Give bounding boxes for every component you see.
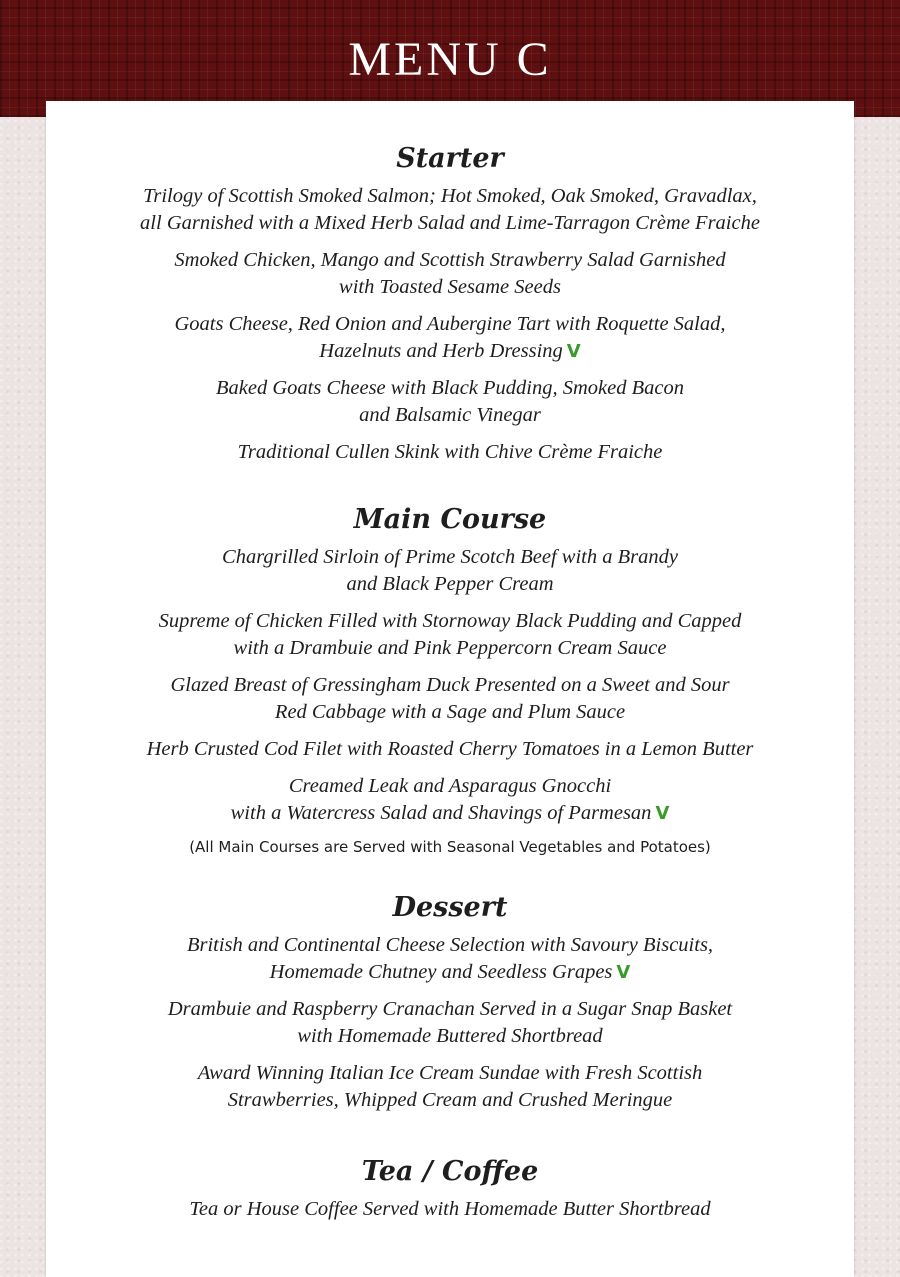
menu-item: Supreme of Chicken Filled with Stornoway Black Pudding and Capped with a Drambuie and Pink Peppercorn Cream Sauce [158,610,742,659]
vegetarian-icon: V [566,341,581,362]
menu-item: Glazed Breast of Gressingham Duck Presented on a Sweet and Sour Red Cabbage with a Sage and Plum Sauce [170,674,730,723]
menu-item: Traditional Cullen Skink with Chive Crème Fraiche [237,441,663,463]
vegetarian-icon: V [655,803,670,824]
menu-content [46,143,854,1233]
menu-item: Drambuie and Raspberry Cranachan Served in a Sugar Snap Basket with Homemade Buttered Shortbread [167,998,733,1047]
menu-item: Award Winning Italian Ice Cream Sundae with Fresh Scottish Strawberries, Whipped Cream and Crushed Meringue [197,1062,703,1111]
menu-item: Tea or House Coffee Served with Homemade Butter Shortbread [189,1198,711,1220]
section-heading-starter: Starter [396,143,504,174]
menu-title: MENU C [348,33,552,86]
menu-item: Smoked Chicken, Mango and Scottish Strawberry Salad Garnished with Toasted Sesame Seeds [174,249,726,298]
starter-section [46,143,854,466]
menu-item: Goats Cheese, Red Onion and Aubergine Tart with Roquette Salad, Hazelnuts and Herb Dressing V [174,313,726,362]
section-heading-dessert: Dessert [392,892,508,923]
menu-item: British and Continental Cheese Selection with Savoury Biscuits, Homemade Chutney and Seedless Grapes V [186,934,714,983]
tartan-header-band [0,0,900,117]
main-course-section [46,504,854,858]
vegetarian-icon: V [616,962,631,983]
menu-item: Trilogy of Scottish Smoked Salmon; Hot Smoked, Oak Smoked, Gravadlax, all Garnished with a Mixed Herb Salad and Lime-Tarragon Crème Fraiche [140,185,760,234]
menu-card [46,101,854,1277]
dessert-section [46,892,854,1114]
section-heading-main-course: Main Course [353,504,547,535]
menu-item: Herb Crusted Cod Filet with Roasted Cherry Tomatoes in a Lemon Butter [146,738,754,760]
section-heading-tea-coffee: Tea / Coffee [361,1156,539,1187]
menu-item: Creamed Leak and Asparagus Gnocchi with a Watercress Salad and Shavings of Parmesan V [230,775,670,824]
tea-coffee-section [46,1156,854,1223]
menu-item: Chargrilled Sirloin of Prime Scotch Beef with a Brandy and Black Pepper Cream [222,546,678,595]
main-course-note: (All Main Courses are Served with Seasonal Vegetables and Potatoes) [189,838,711,856]
menu-item: Baked Goats Cheese with Black Pudding, Smoked Bacon and Balsamic Vinegar [216,377,684,426]
